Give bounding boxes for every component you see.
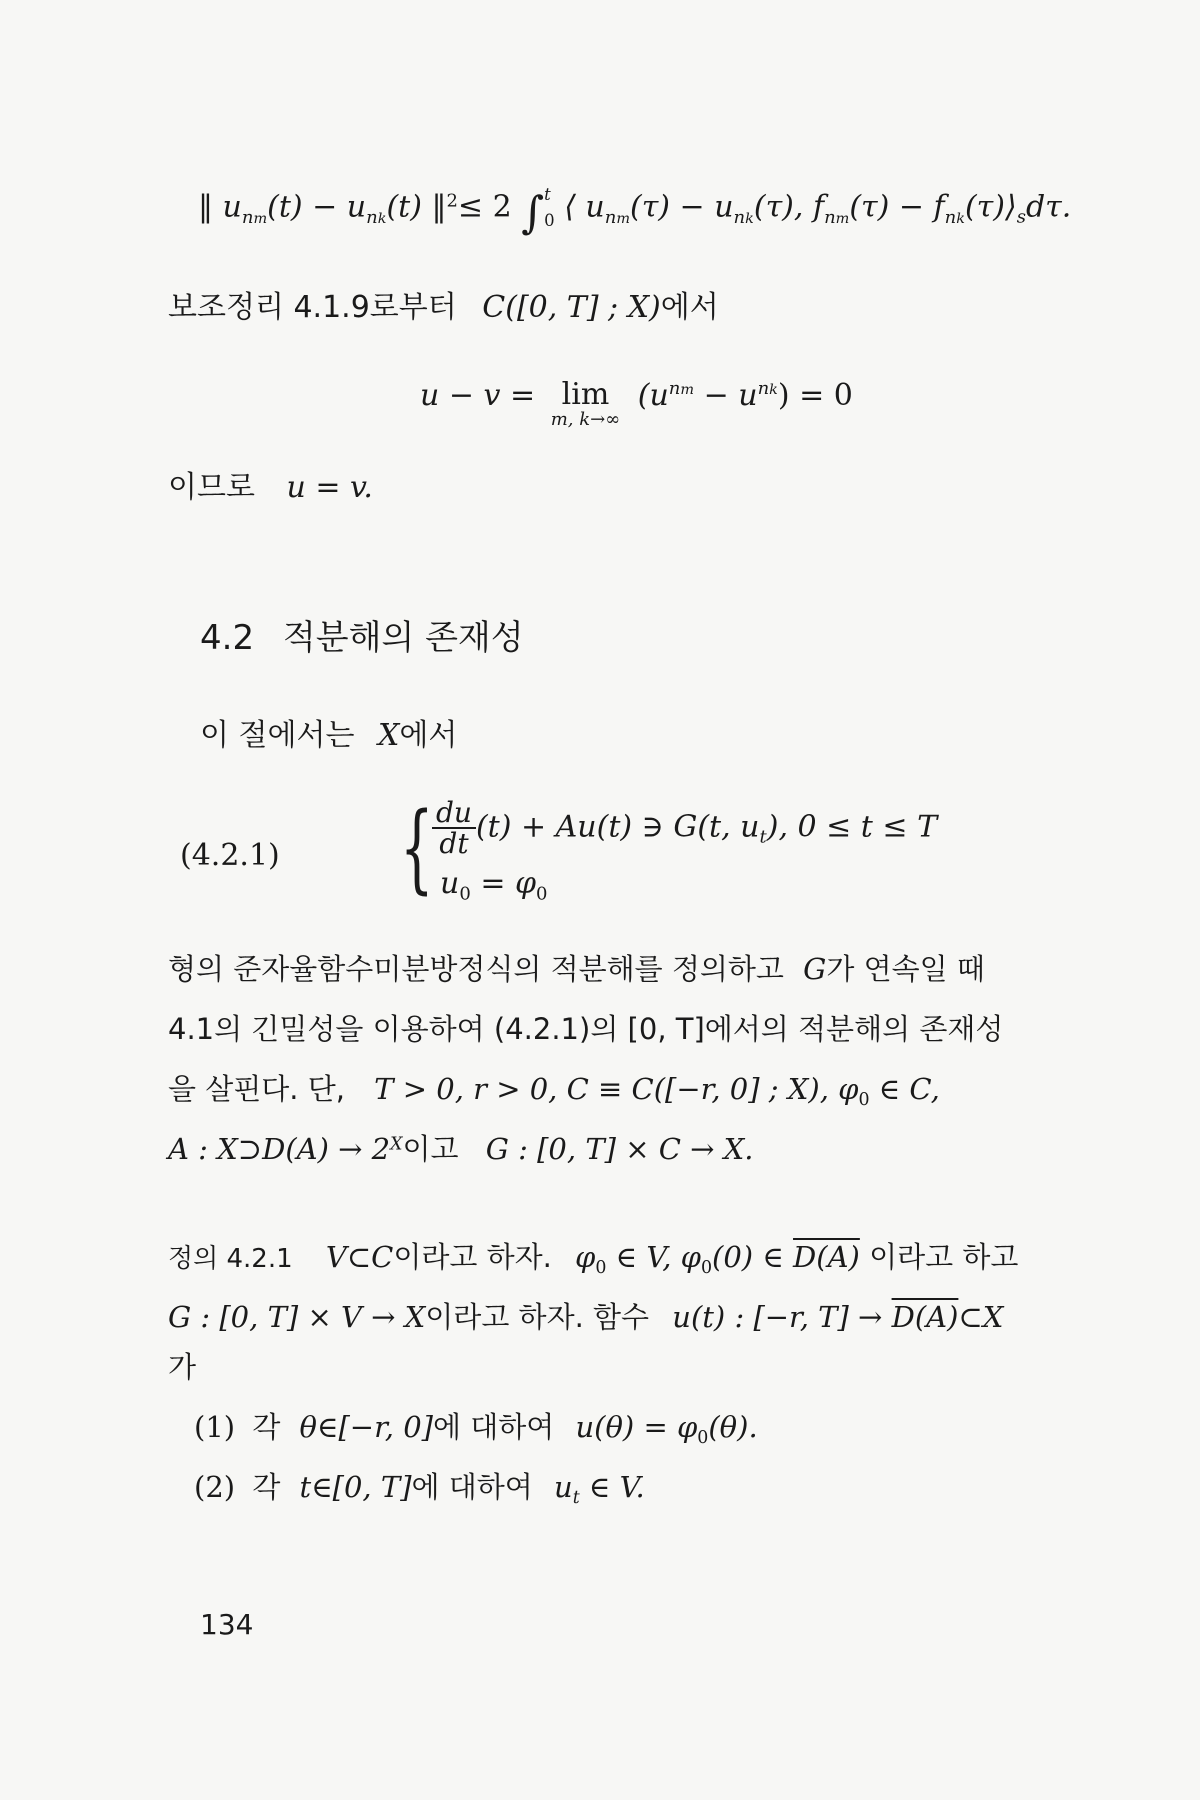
paragraph-line-2: 4.1의 긴밀성을 이용하여 (4.2.1)의 [0, T]에서의 적분해의 존재성 [168,1012,1004,1046]
equation-line-2: $u_0 = \varphi_0$ [440,866,548,905]
paragraph-line-1: 형의 준자율함수미분방정식의 적분해를 정의하고 G가 연속일 때 [168,952,985,986]
equation-top: ‖ $u_{nm}(t) - u_{nk}(t)$ ‖$^2$≤ 2 ∫ t 0 ⟨ $u_{nm}(\tau) - u_{nk}(\tau)$, $f_{nm}(\tau)$ − $f_{nk}(\tau)⟩_sd\tau$. [198,185,1072,239]
hence-line: 이므로 u = v. [168,470,373,505]
section-heading [200,618,524,659]
definition-line-1: 정의 4.2.1 V⊂C이라고 하자. $\varphi_0$ ∈ V, $\varphi_0(0)$ ∈ D(A) 이라고 하고 [168,1240,1019,1279]
lemma-line: 보조정리 4.1.9로부터 C([0, T] ; X)에서 [168,290,719,325]
equation-line-1: $\frac{du}{dt}$ (t) + Au(t) ∋ G(t, $u_t$), 0 ≤ t ≤ T [432,798,937,859]
paragraph-line-3: 을 살핀다. 단, T > 0, r > 0, C ≡ C([−r, 0] ; X), $\varphi_0$ ∈ C, [168,1072,940,1111]
equation-limit: u − v = lim m, k→∞ $(u^{nm} - u^{nk}) = 0$ [420,377,853,430]
paragraph-line-4: A : X⊃D(A) → $2^X$이고 G : [0, T] × C → X. [168,1132,754,1166]
section-number: 4.2 [200,618,255,658]
equation-label: (4.2.1) [180,838,280,873]
definition-line-3: 가 [168,1350,197,1384]
eq-text: ‖ u [198,189,242,225]
section-title: 적분해의 존재성 [282,618,524,658]
intro-line: 이 절에서는 X에서 [200,718,458,753]
definition-line-2: G : [0, T] × V → X이라고 하자. 함수 u(t) : [−r, T] → D(A)⊂X [168,1300,1004,1334]
definition-item-1: (1) 각 θ∈[−r, 0]에 대하여 $u(\theta) = \varphi_0(\theta)$. [194,1410,758,1449]
left-brace: { [400,792,434,904]
page-number: 134 [200,1608,254,1641]
definition-item-2: (2) 각 t∈[0, T]에 대하여 $u_t$ ∈ V. [194,1470,645,1509]
